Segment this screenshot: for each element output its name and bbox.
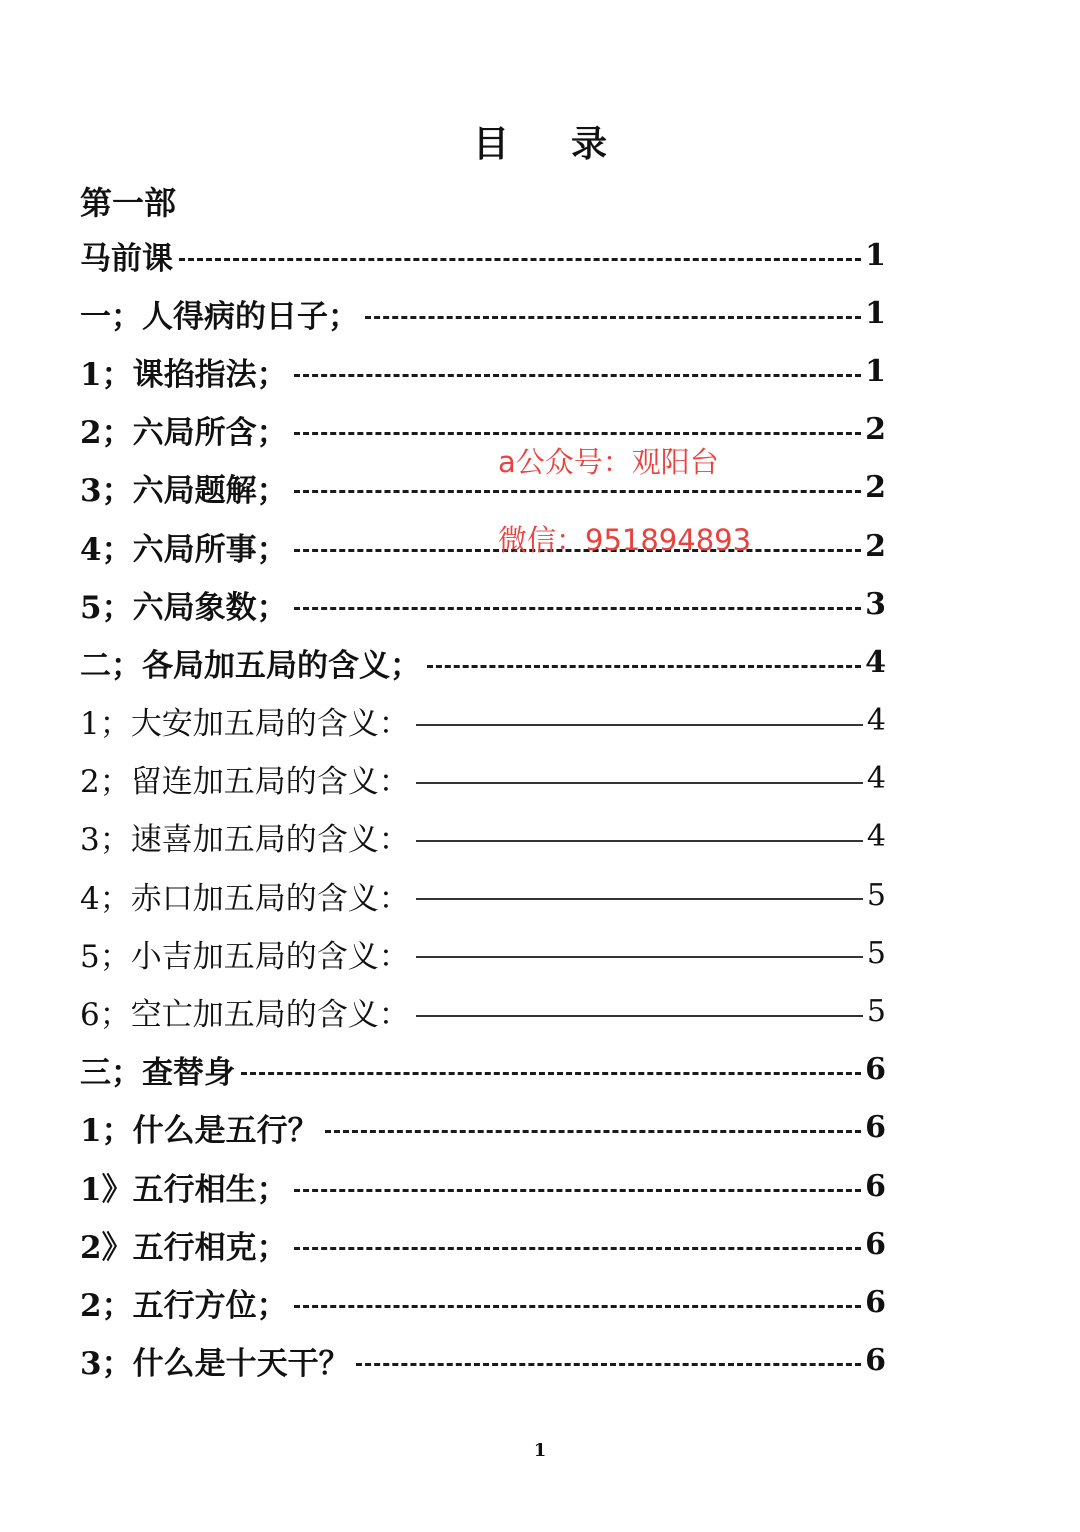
toc-entry-label: 三；查替身 xyxy=(80,1055,235,1092)
toc-entry-label: 二；各局加五局的含义； xyxy=(80,647,421,684)
watermark-line-1: a公众号：观阳台 xyxy=(498,445,719,479)
part-heading: 第一部 xyxy=(80,184,177,222)
toc-entry-page: 4 xyxy=(866,703,886,739)
toc-entry-page: 6 xyxy=(865,1110,886,1146)
toc-leader xyxy=(427,665,861,668)
toc-entry-label: 4；赤口加五局的含义： xyxy=(80,880,410,917)
toc-entry-label: 4；六局所事； xyxy=(80,531,288,568)
toc-entry-page: 6 xyxy=(865,1168,886,1204)
toc-leader xyxy=(294,1247,862,1250)
watermark-line-2: 微信：951894893 xyxy=(498,523,752,557)
toc-leader xyxy=(294,432,862,435)
toc-entry xyxy=(80,226,886,284)
toc-entry-page: 4 xyxy=(866,761,886,797)
toc-leader xyxy=(294,1189,862,1192)
toc-entry-label: 3；六局题解； xyxy=(80,473,288,510)
toc-leader xyxy=(416,782,863,784)
toc-leader xyxy=(294,490,862,493)
toc-leader xyxy=(356,1363,862,1366)
toc-entry-page: 5 xyxy=(866,994,886,1030)
toc-leader xyxy=(416,898,863,900)
toc-entry-page: 4 xyxy=(866,819,886,855)
toc-entry xyxy=(80,342,886,400)
toc-entry-page: 5 xyxy=(866,935,886,971)
footer-page-number: 1 xyxy=(533,1440,547,1461)
toc-entry xyxy=(80,982,886,1040)
table-of-contents xyxy=(80,226,886,1390)
toc-leader xyxy=(416,724,863,726)
toc-entry-page: 1 xyxy=(865,237,886,273)
toc-leader xyxy=(179,258,861,261)
toc-entry-label: 1；什么是五行？ xyxy=(80,1113,319,1150)
toc-entry xyxy=(80,1215,886,1273)
toc-entry xyxy=(80,517,886,575)
toc-entry xyxy=(80,1273,886,1331)
toc-entry-label: 马前课 xyxy=(80,240,173,277)
toc-entry xyxy=(80,750,886,808)
toc-entry xyxy=(80,924,886,982)
page-title xyxy=(0,116,1080,167)
toc-entry-label: 5；小吉加五局的含义： xyxy=(80,938,410,975)
toc-entry-page: 2 xyxy=(865,412,886,448)
toc-entry xyxy=(80,1332,886,1390)
toc-entry-page: 3 xyxy=(865,586,886,622)
toc-leader xyxy=(416,956,863,958)
toc-entry xyxy=(80,284,886,342)
toc-leader xyxy=(416,840,863,842)
toc-entry-label: 1；课掐指法； xyxy=(80,356,288,393)
toc-entry-label: 2》五行相克； xyxy=(80,1229,288,1266)
toc-entry-label: 5；六局象数； xyxy=(80,589,288,626)
toc-entry xyxy=(80,459,886,517)
toc-entry xyxy=(80,575,886,633)
toc-entry-label: 3；什么是十天干？ xyxy=(80,1346,350,1383)
toc-leader xyxy=(294,1305,862,1308)
toc-entry xyxy=(80,401,886,459)
toc-entry-label: 6；空亡加五局的含义： xyxy=(80,997,410,1034)
toc-entry xyxy=(80,1157,886,1215)
toc-entry xyxy=(80,1041,886,1099)
page-title-right-char: 录 xyxy=(571,123,608,165)
toc-entry-page: 5 xyxy=(866,877,886,913)
toc-leader xyxy=(294,607,862,610)
toc-entry-page: 6 xyxy=(865,1226,886,1262)
toc-entry xyxy=(80,866,886,924)
toc-leader xyxy=(294,374,862,377)
toc-entry-label: 2；留连加五局的含义： xyxy=(80,764,410,801)
toc-leader xyxy=(365,316,861,319)
toc-leader xyxy=(241,1072,861,1075)
toc-entry-page: 6 xyxy=(865,1284,886,1320)
toc-entry-page: 1 xyxy=(865,295,886,331)
toc-entry-page: 1 xyxy=(865,353,886,389)
toc-leader xyxy=(325,1130,862,1133)
toc-entry xyxy=(80,633,886,691)
toc-entry-label: 一；人得病的日子； xyxy=(80,298,359,335)
page-title-left-char: 目 xyxy=(472,123,509,165)
toc-entry-page: 2 xyxy=(865,470,886,506)
toc-entry-label: 3；速喜加五局的含义： xyxy=(80,822,410,859)
toc-entry-label: 2；五行方位； xyxy=(80,1287,288,1324)
toc-leader xyxy=(416,1015,863,1017)
toc-entry-page: 6 xyxy=(865,1343,886,1379)
toc-entry xyxy=(80,808,886,866)
toc-entry-page: 6 xyxy=(865,1052,886,1088)
toc-entry-label: 2；六局所含； xyxy=(80,415,288,452)
toc-entry-page: 2 xyxy=(865,528,886,564)
toc-entry xyxy=(80,1099,886,1157)
toc-entry-label: 1；大安加五局的含义： xyxy=(80,706,410,743)
toc-entry-label: 1》五行相生； xyxy=(80,1171,288,1208)
toc-entry xyxy=(80,692,886,750)
toc-entry-page: 4 xyxy=(865,644,886,680)
